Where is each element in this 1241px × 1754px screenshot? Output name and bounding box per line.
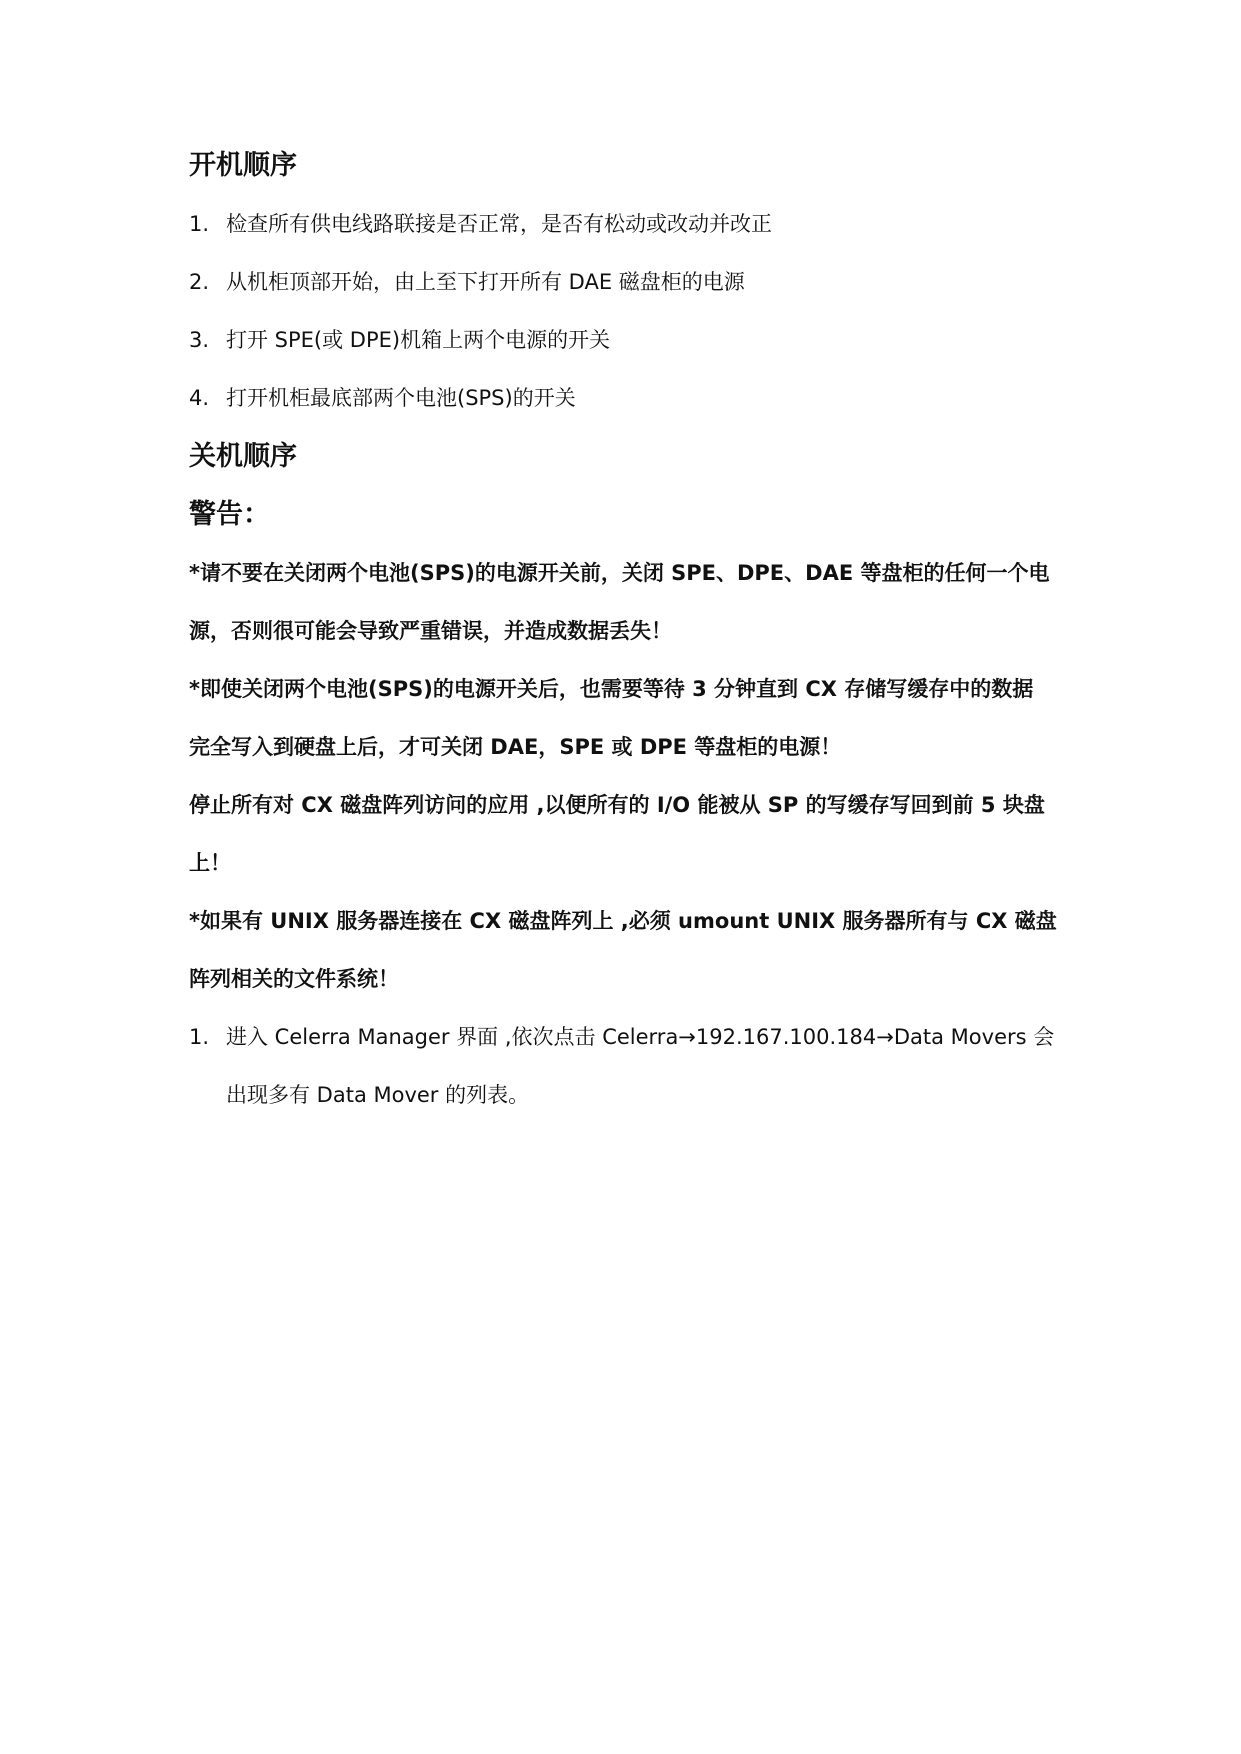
shutdown-step-1 <box>189 1022 1054 1052</box>
startup-step-3 <box>189 325 610 355</box>
shutdown-heading: 关机顺序 <box>189 441 297 472</box>
warning-heading: 警告： <box>189 499 270 530</box>
warning-line: 阵列相关的文件系统！ <box>189 967 399 991</box>
warning-line: 完全写入到硬盘上后，才可关闭 DAE，SPE 或 DPE 等盘柜的电源！ <box>189 735 842 759</box>
step-number: 4. <box>189 386 210 410</box>
shutdown-step-1-continuation: 出现多有 Data Mover 的列表。 <box>226 1083 530 1107</box>
warning-line: 停止所有对 CX 磁盘阵列访问的应用 ,以便所有的 I/O 能被从 SP 的写缓存写回到前 5 块盘 <box>189 793 1045 817</box>
step-text: 检查所有供电线路联接是否正常，是否有松动或改动并改正 <box>226 212 772 236</box>
startup-step-4 <box>189 383 576 413</box>
warning-line: 源，否则很可能会导致严重错误，并造成数据丢失！ <box>189 619 672 643</box>
step-text: 从机柜顶部开始，由上至下打开所有 DAE 磁盘柜的电源 <box>226 270 745 294</box>
warning-line: *即使关闭两个电池(SPS)的电源开关后，也需要等待 3 分钟直到 CX 存储写缓存中的数据 <box>189 677 1034 701</box>
step-text: 打开机柜最底部两个电池(SPS)的开关 <box>226 386 576 410</box>
step-number: 1. <box>189 1025 210 1049</box>
startup-step-2 <box>189 267 745 297</box>
startup-step-1 <box>189 209 772 239</box>
step-number: 3. <box>189 328 210 352</box>
step-text: 打开 SPE(或 DPE)机箱上两个电源的开关 <box>226 328 611 352</box>
warning-line: *如果有 UNIX 服务器连接在 CX 磁盘阵列上 ,必须 umount UNIX 服务器所有与 CX 磁盘 <box>189 909 1057 933</box>
warning-line: *请不要在关闭两个电池(SPS)的电源开关前，关闭 SPE、DPE、DAE 等盘柜的任何一个电 <box>189 561 1050 585</box>
step-number: 1. <box>189 212 210 236</box>
step-number: 2. <box>189 270 210 294</box>
warning-line: 上！ <box>189 851 231 875</box>
startup-heading: 开机顺序 <box>189 150 297 181</box>
step-text: 进入 Celerra Manager 界面 ,依次点击 Celerra→192.167.100.184→Data Movers 会 <box>226 1025 1055 1049</box>
